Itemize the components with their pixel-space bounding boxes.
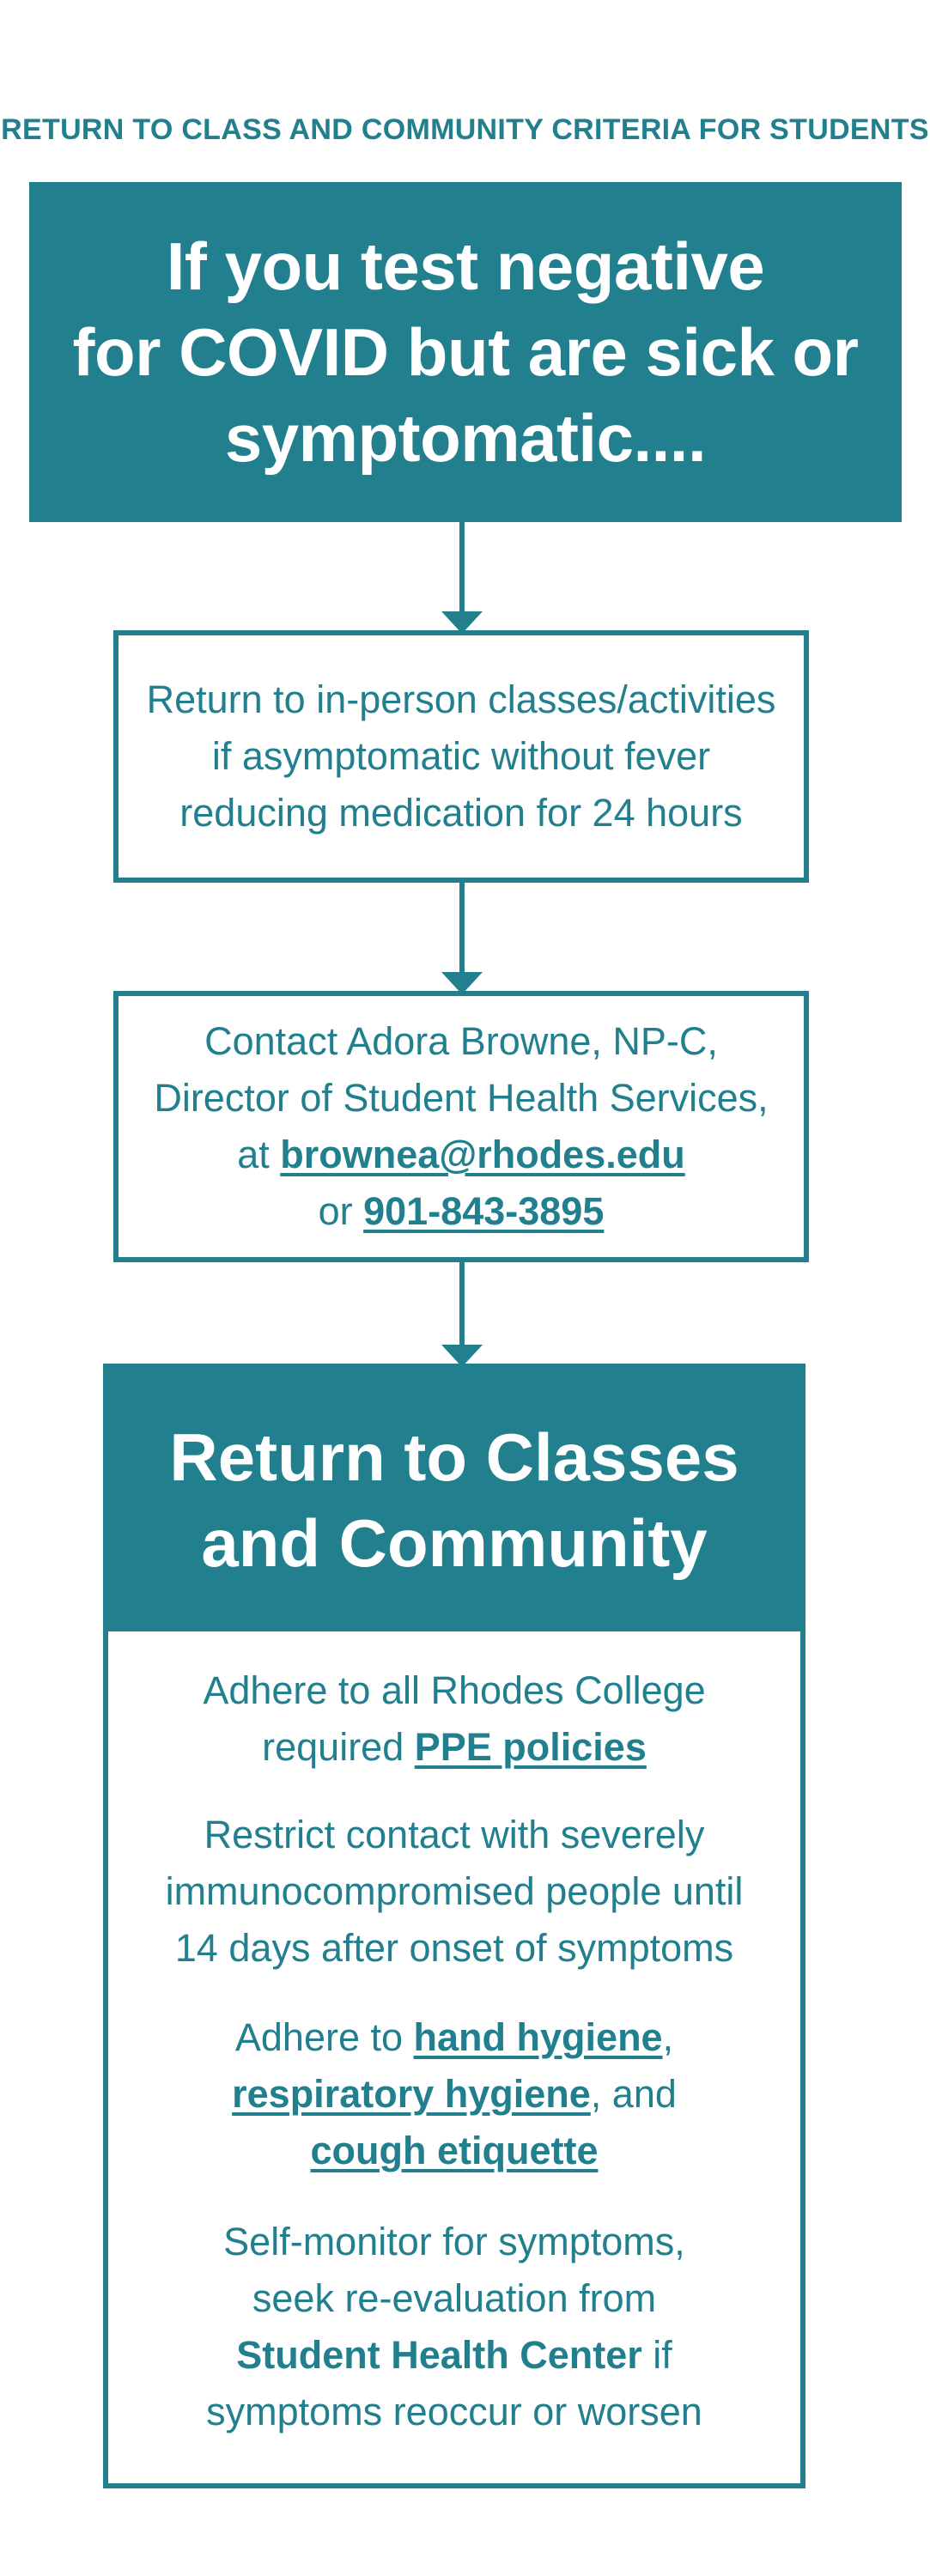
monitor-line (108, 2327, 800, 2384)
respiratory-hygiene-link[interactable]: respiratory hygiene (232, 2072, 591, 2116)
hand-hygiene-link[interactable]: hand hygiene (413, 2015, 663, 2059)
step-text: reducing medication for 24 hours (179, 791, 743, 835)
restrict-contact-item (108, 1807, 800, 1977)
ppe-line (108, 1719, 800, 1776)
hero-line: symptomatic.... (224, 400, 707, 476)
contact-name: Contact Adora Browne, NP-C, (204, 1019, 718, 1063)
or-prefix: or (318, 1189, 364, 1233)
hero-line: for COVID but are sick or (72, 314, 859, 390)
phone-link[interactable]: 901-843-3895 (363, 1189, 605, 1233)
at-prefix: at (237, 1133, 281, 1176)
ppe-prefix: required (262, 1725, 415, 1769)
hygiene-item (108, 2009, 800, 2179)
final-title-line: Return to Classes (169, 1419, 739, 1495)
hygiene-comma: , (662, 2015, 674, 2059)
final-title-line: and Community (201, 1505, 708, 1581)
ppe-policies-link[interactable]: PPE policies (414, 1725, 647, 1769)
hero-line: If you test negative (166, 228, 765, 304)
arrow-connector (459, 1262, 465, 1348)
ppe-line: Adhere to all Rhodes College (203, 1668, 706, 1712)
step-contact-box (113, 991, 809, 1262)
monitor-if: if (641, 2333, 672, 2377)
hygiene-prefix: Adhere to (234, 2015, 414, 2059)
contact-title: Director of Student Health Services, (154, 1076, 769, 1120)
restrict-line: 14 days after onset of symptoms (174, 1926, 734, 1970)
hygiene-line (108, 2123, 800, 2179)
restrict-line: Restrict contact with severely (204, 1813, 705, 1856)
restrict-line: immunocompromised people until (165, 1869, 744, 1913)
self-monitor-item (108, 2214, 800, 2440)
ppe-item (108, 1662, 800, 1776)
hygiene-line (108, 2009, 800, 2066)
arrow-connector (459, 883, 465, 977)
email-link[interactable]: brownea@rhodes.edu (280, 1133, 685, 1176)
monitor-line: seek re-evaluation from (252, 2276, 657, 2320)
step-text: if asymptomatic without fever (211, 734, 711, 778)
monitor-line: symptoms reoccur or worsen (206, 2390, 702, 2433)
student-health-center: Student Health Center (236, 2333, 642, 2377)
step-text: Return to in-person classes/activities (146, 677, 776, 721)
final-header (108, 1369, 800, 1631)
return-to-community-box (103, 1364, 805, 2488)
page-eyebrow: RETURN TO CLASS AND COMMUNITY CRITERIA FOR STUDENTS (1, 113, 929, 146)
arrow-connector (459, 522, 465, 617)
step-return-criteria-box (113, 630, 809, 883)
hygiene-and: , and (590, 2072, 677, 2116)
hero-box (29, 182, 902, 522)
hygiene-line (108, 2066, 800, 2123)
contact-email-line (237, 1127, 685, 1183)
monitor-line: Self-monitor for symptoms, (223, 2220, 685, 2263)
contact-phone-line (319, 1183, 605, 1240)
cough-etiquette-link[interactable]: cough etiquette (310, 2129, 599, 2172)
